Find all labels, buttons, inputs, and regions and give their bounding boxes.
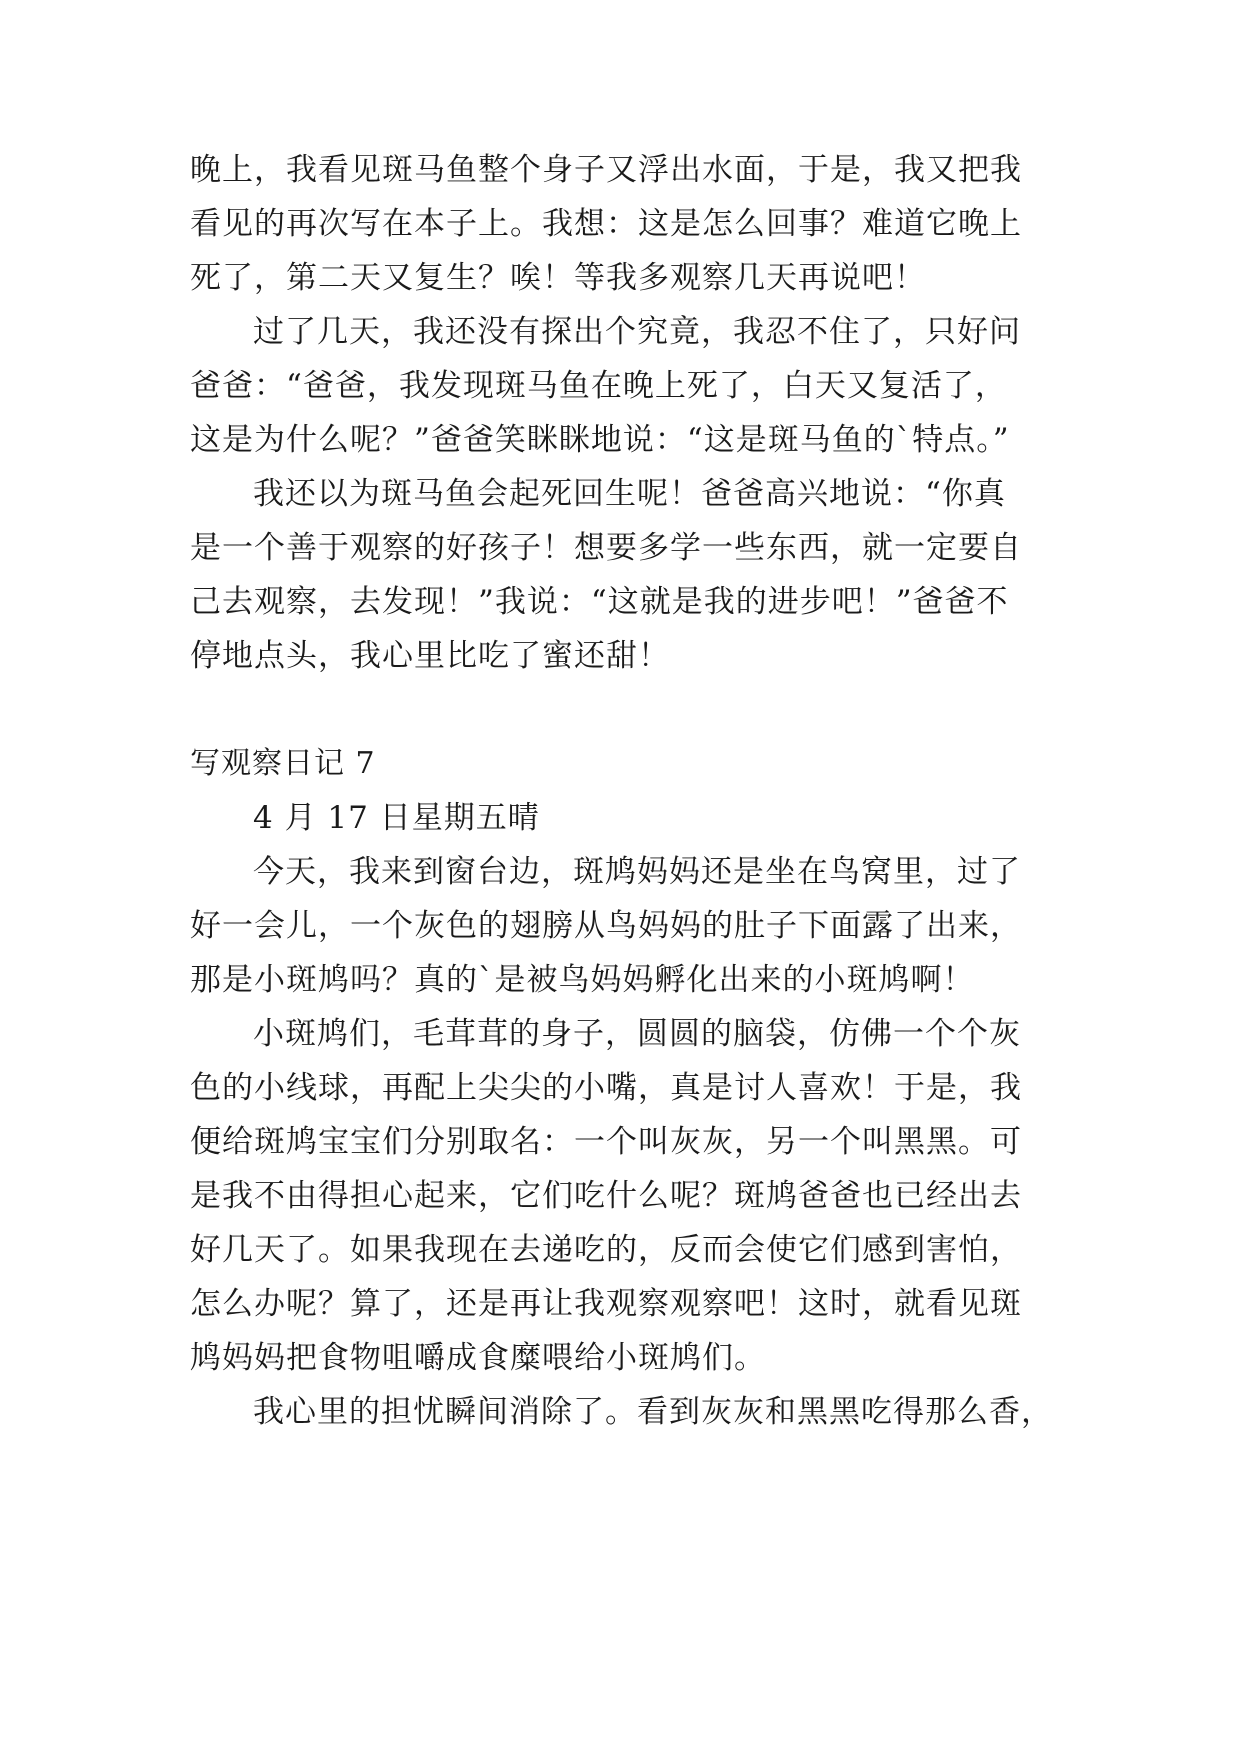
paragraph-1-line-2: 看见的再次写在本子上。我想：这是怎么回事？难道它晚上 xyxy=(190,206,1022,242)
paragraph-2-line-2: 爸爸：“爸爸，我发现斑马鱼在晚上死了，白天又复活了， xyxy=(190,368,1007,404)
paragraph-1-line-1: 晚上，我看见斑马鱼整个身子又浮出水面，于是，我又把我 xyxy=(190,152,1022,188)
paragraph-4-line-1: 今天，我来到窗台边，斑鸠妈妈还是坐在鸟窝里，过了 xyxy=(253,854,1021,890)
paragraph-6-line-1: 我心里的担忧瞬间消除了。看到灰灰和黑黑吃得那么香， xyxy=(253,1394,1053,1430)
paragraph-5-line-3: 便给斑鸠宝宝们分别取名：一个叫灰灰，另一个叫黑黑。可 xyxy=(190,1124,1022,1160)
paragraph-5-line-2: 色的小线球，再配上尖尖的小嘴，真是讨人喜欢！于是，我 xyxy=(190,1070,1022,1106)
paragraph-4-line-2: 好一会儿，一个灰色的翅膀从鸟妈妈的肚子下面露了出来， xyxy=(190,908,1022,944)
paragraph-5-line-5: 好几天了。如果我现在去递吃的，反而会使它们感到害怕， xyxy=(190,1232,1022,1268)
paragraph-5-line-1: 小斑鸠们，毛茸茸的身子，圆圆的脑袋，仿佛一个个灰 xyxy=(253,1016,1021,1052)
paragraph-2-line-1: 过了几天，我还没有探出个究竟，我忍不住了，只好问 xyxy=(253,314,1021,350)
paragraph-3-line-2: 是一个善于观察的好孩子！想要多学一些东西，就一定要自 xyxy=(190,530,1022,566)
paragraph-5-line-7: 鸠妈妈把食物咀嚼成食糜喂给小斑鸠们。 xyxy=(190,1340,766,1376)
paragraph-3-line-4: 停地点头，我心里比吃了蜜还甜！ xyxy=(190,638,670,674)
date-line: 4 月 17 日星期五晴 xyxy=(253,800,540,836)
paragraph-5-line-4: 是我不由得担心起来，它们吃什么呢？斑鸠爸爸也已经出去 xyxy=(190,1178,1022,1214)
paragraph-3-line-1: 我还以为斑马鱼会起死回生呢！爸爸高兴地说：“你真 xyxy=(253,476,1006,512)
paragraph-5-line-6: 怎么办呢？算了，还是再让我观察观察吧！这时，就看见斑 xyxy=(190,1286,1022,1322)
paragraph-4-line-3: 那是小斑鸠吗？真的`是被鸟妈妈孵化出来的小斑鸠啊！ xyxy=(190,962,975,998)
section-title: 写观察日记 7 xyxy=(190,746,376,781)
paragraph-3-line-3: 己去观察，去发现！”我说：“这就是我的进步吧！”爸爸不 xyxy=(190,584,1009,620)
paragraph-2-line-3: 这是为什么呢？”爸爸笑眯眯地说：“这是斑马鱼的`特点。” xyxy=(190,422,1010,458)
paragraph-1-line-3: 死了，第二天又复生？唉！等我多观察几天再说吧！ xyxy=(190,260,926,296)
